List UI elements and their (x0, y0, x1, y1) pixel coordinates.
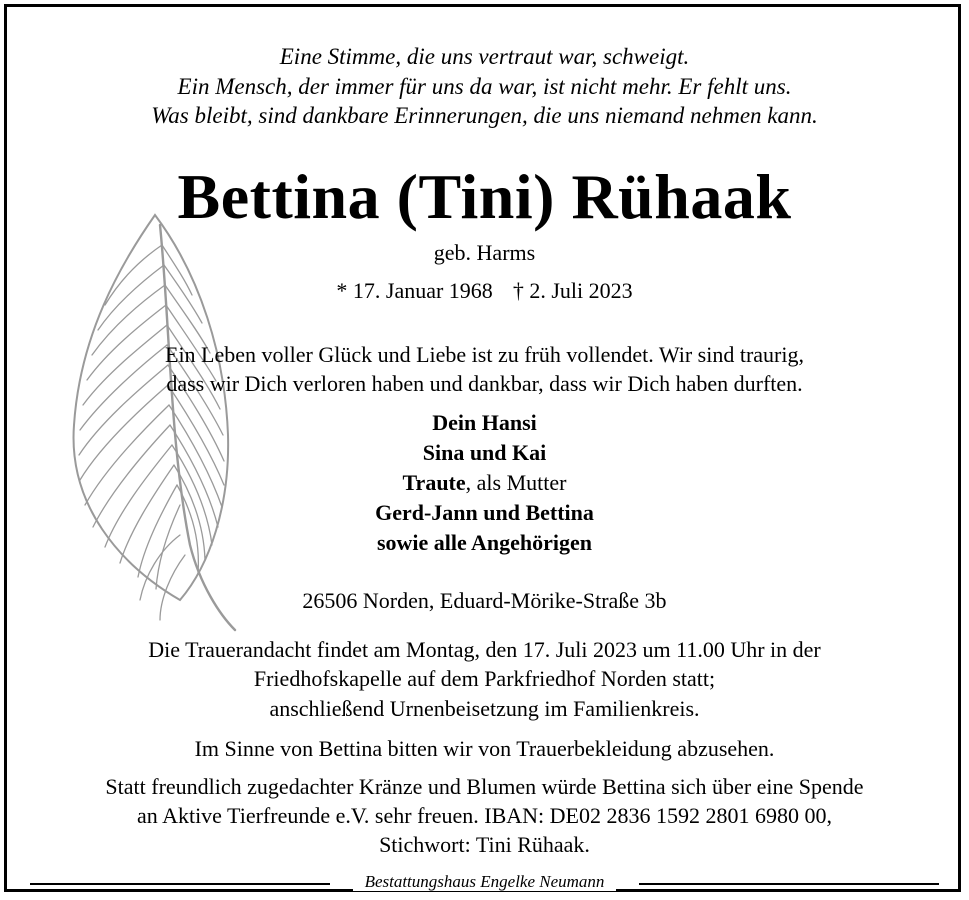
family-line-4: Gerd-Jann und Bettina (375, 500, 594, 525)
tribute-line-2: dass wir Dich verloren haben und dankbar, dass wir Dich haben durften. (166, 371, 803, 396)
service-line-1: Die Trauerandacht findet am Montag, den 17. Juli 2023 um 11.00 Uhr in der (148, 637, 821, 662)
birth-date: * 17. Januar 1968 (336, 278, 493, 303)
donation-line-1: Statt freundlich zugedachter Kränze und Blumen würde Bettina sich über eine Spende (105, 774, 864, 799)
service-line-2: Friedhofskapelle auf dem Parkfriedhof Norden statt; (253, 666, 716, 691)
motto-line-2: Ein Mensch, der immer für uns da war, ist nicht mehr. Er fehlt uns. (177, 74, 792, 99)
funeral-home-name: Bestattungshaus Engelke Neumann (353, 872, 617, 891)
family-line-5: sowie alle Angehörigen (376, 530, 593, 555)
family-line-3-name: Traute (402, 470, 466, 495)
family-line-3-suffix: , als Mutter (465, 470, 567, 495)
life-dates (0, 278, 969, 304)
motto-line-3: Was bleibt, sind dankbare Erinnerungen, die uns niemand nehmen kann. (151, 103, 818, 128)
family-line-3 (0, 470, 969, 496)
family-line-2: Sina und Kai (422, 440, 547, 465)
address: 26506 Norden, Eduard-Mörike-Straße 3b (302, 588, 667, 613)
service-line-3: anschließend Urnenbeisetzung im Familienkreis. (269, 696, 700, 721)
deceased-name: Bettina (Tini) Rühaak (177, 161, 792, 232)
tribute-line-1: Ein Leben voller Glück und Liebe ist zu früh vollendet. Wir sind traurig, (165, 342, 804, 367)
death-date: † 2. Juli 2023 (512, 278, 633, 303)
birth-name: geb. Harms (433, 240, 536, 265)
donation-line-2: an Aktive Tierfreunde e.V. sehr freuen. IBAN: DE02 2836 1592 2801 6980 00, (137, 803, 832, 828)
dress-note: Im Sinne von Bettina bitten wir von Trauerbekleidung abzusehen. (194, 736, 775, 761)
family-line-1: Dein Hansi (432, 410, 537, 435)
funeral-home-footer (0, 872, 969, 892)
motto-line-1: Eine Stimme, die uns vertraut war, schweigt. (279, 44, 690, 69)
donation-line-3: Stichwort: Tini Rühaak. (379, 832, 590, 857)
